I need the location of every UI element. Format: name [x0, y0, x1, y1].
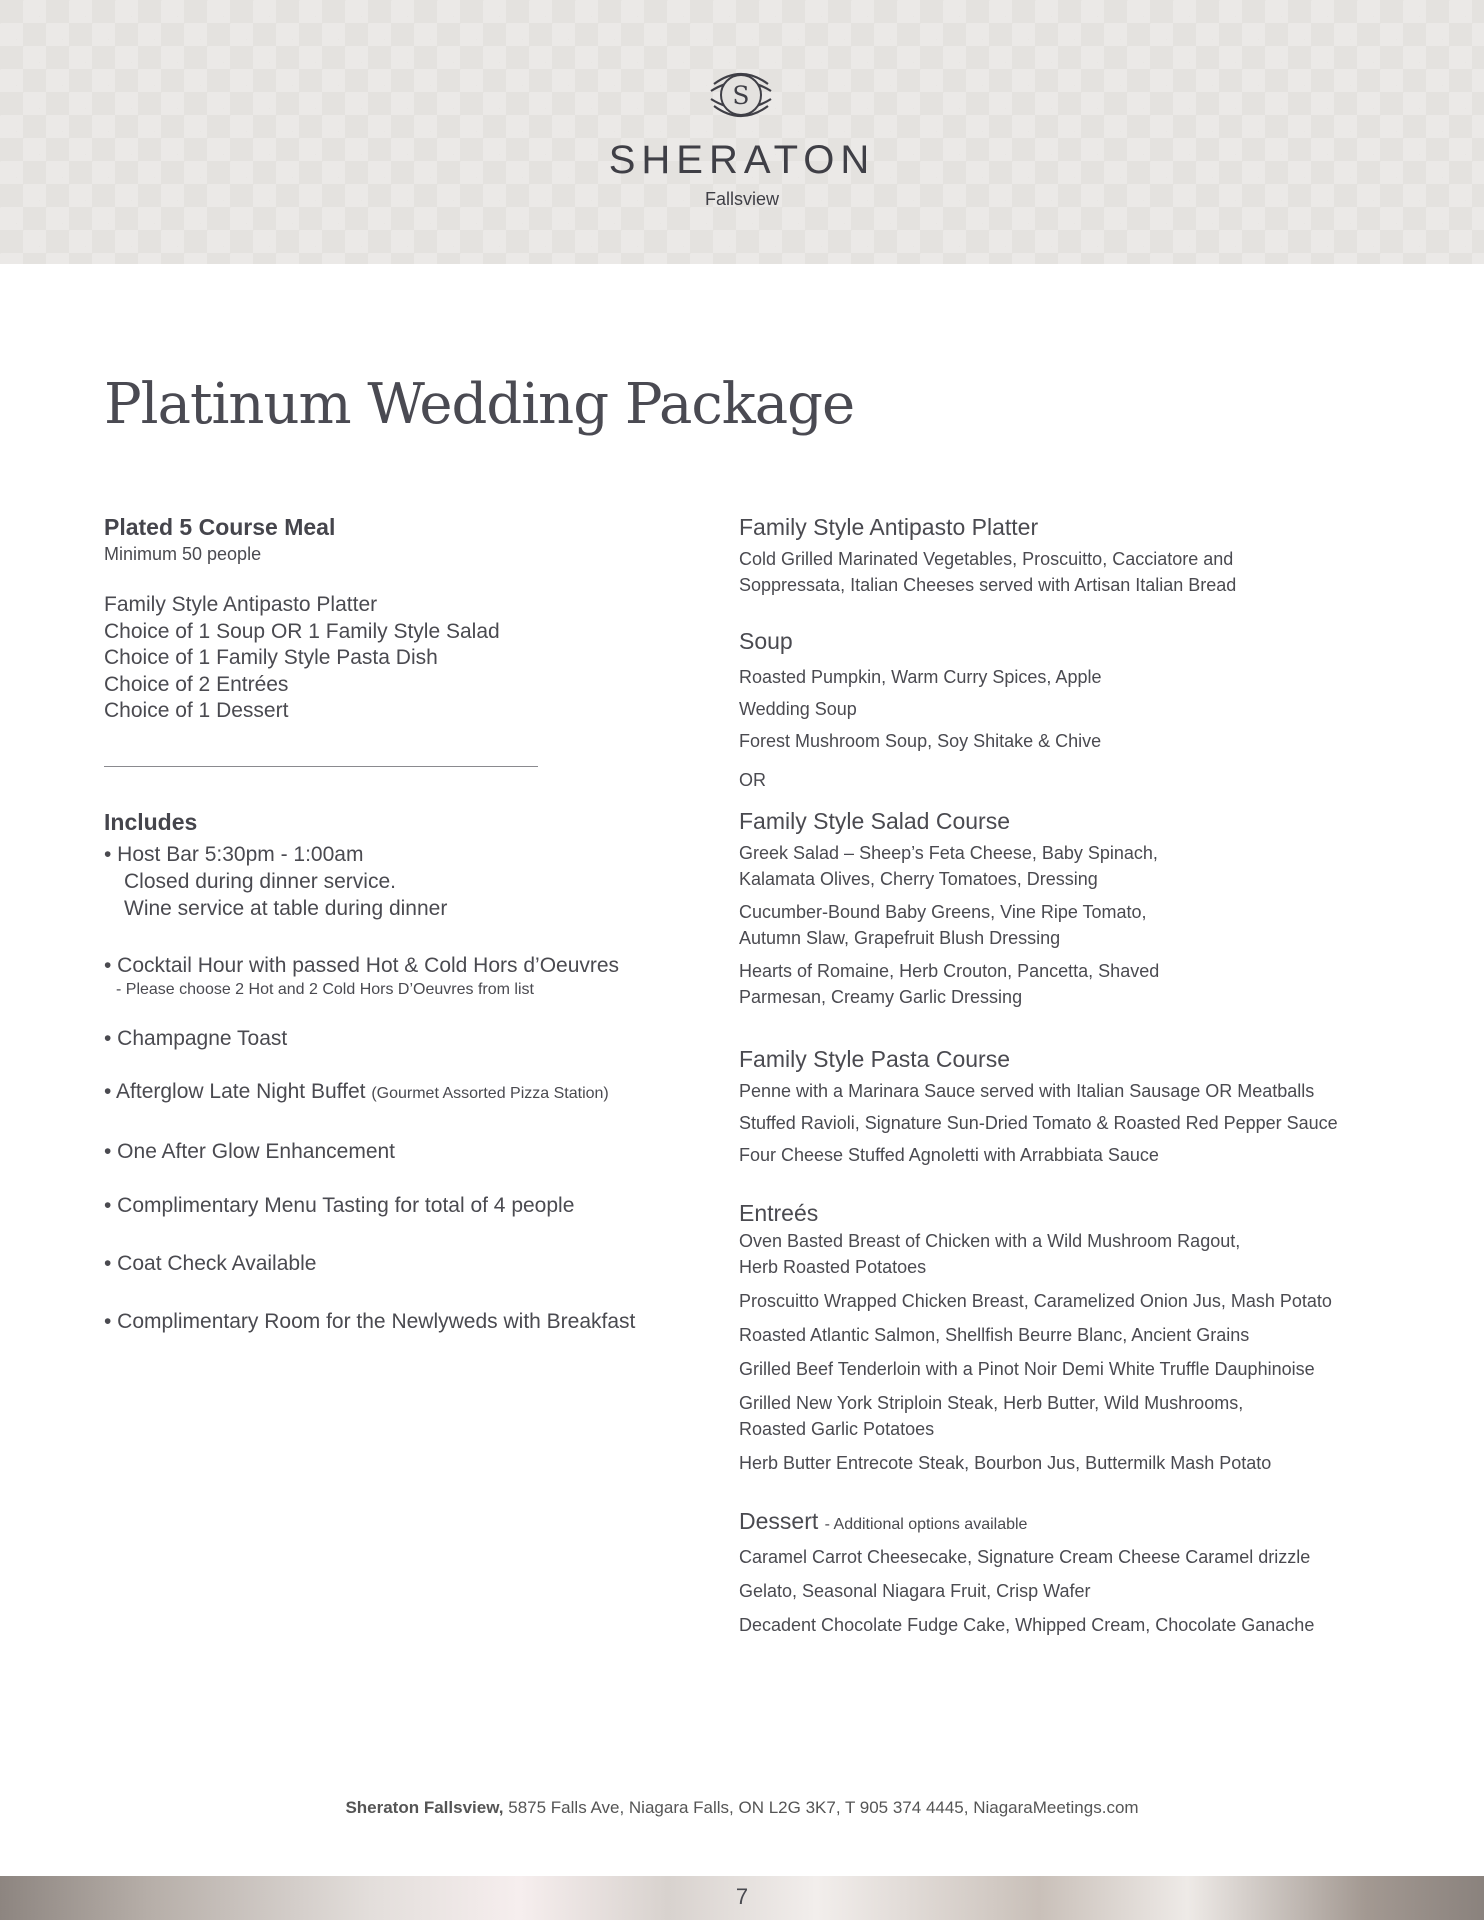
- includes-item-enhancement: [104, 1138, 704, 1165]
- menu-column: [739, 512, 1439, 1638]
- meal-heading: Plated 5 Course Meal: [104, 514, 336, 540]
- includes-item-text: • Host Bar 5:30pm - 1:00am: [104, 842, 364, 866]
- menu-item-line: Cucumber-Bound Baby Greens, Vine Ripe Tomato,: [739, 902, 1147, 922]
- includes-item-text: • One After Glow Enhancement: [104, 1139, 396, 1163]
- menu-item: [739, 899, 1439, 951]
- antipasto-heading: Family Style Antipasto Platter: [739, 514, 1039, 540]
- menu-item: Roasted Atlantic Salmon, Shellfish Beurre Blanc, Ancient Grains: [739, 1325, 1250, 1345]
- package-overview-column: [104, 512, 704, 1335]
- menu-item: Roasted Pumpkin, Warm Curry Spices, Apple: [739, 667, 1102, 687]
- menu-item: [739, 1390, 1439, 1442]
- menu-item: Herb Butter Entrecote Steak, Bourbon Jus, Buttermilk Mash Potato: [739, 1453, 1272, 1473]
- includes-item-champagne: [104, 1025, 704, 1052]
- salad-heading: Family Style Salad Course: [739, 808, 1010, 834]
- menu-item-line: Hearts of Romaine, Herb Crouton, Pancetta, Shaved: [739, 961, 1160, 981]
- overview-item: Choice of 1 Soup OR 1 Family Style Salad: [104, 619, 500, 643]
- overview-item: Family Style Antipasto Platter: [104, 593, 378, 616]
- menu-item: [739, 546, 1439, 598]
- dessert-note: - Additional options available: [824, 1516, 1028, 1533]
- page-number: 7: [735, 1884, 749, 1909]
- menu-item: Proscuitto Wrapped Chicken Breast, Caramelized Onion Jus, Mash Potato: [739, 1291, 1332, 1311]
- or-separator: OR: [739, 770, 766, 790]
- pasta-heading: Family Style Pasta Course: [739, 1046, 1010, 1072]
- includes-item-text: • Complimentary Room for the Newlyweds with Breakfast: [104, 1309, 636, 1333]
- menu-item-line: Kalamata Olives, Cherry Tomatoes, Dressing: [739, 869, 1098, 889]
- menu-item: Four Cheese Stuffed Agnoletti with Arrabbiata Sauce: [739, 1145, 1159, 1165]
- menu-item: [739, 1228, 1439, 1280]
- includes-item-room: [104, 1308, 704, 1335]
- menu-item-line: Cold Grilled Marinated Vegetables, Proscuitto, Cacciatore and: [739, 549, 1234, 569]
- entree-heading: Entreés: [739, 1200, 819, 1226]
- includes-item-afterglow: [104, 1078, 704, 1107]
- includes-heading: Includes: [104, 808, 198, 835]
- footer-address: 5875 Falls Ave, Niagara Falls, ON L2G 3K7, T 905 374 4445, NiagaraMeetings.com: [503, 1798, 1139, 1817]
- menu-item: Forest Mushroom Soup, Soy Shitake & Chive: [739, 731, 1102, 751]
- menu-item-line: Soppressata, Italian Cheeses served with Artisan Italian Bread: [739, 575, 1237, 595]
- overview-item: Choice of 1 Family Style Pasta Dish: [104, 646, 438, 669]
- includes-item-host-bar: [104, 841, 704, 922]
- meal-minimum-note: Minimum 50 people: [104, 544, 262, 564]
- course-overview-list: [104, 592, 704, 725]
- includes-item-text: • Complimentary Menu Tasting for total of 4 people: [104, 1193, 575, 1217]
- menu-item: Gelato, Seasonal Niagara Fruit, Crisp Wafer: [739, 1581, 1091, 1601]
- menu-item: [739, 840, 1439, 892]
- includes-item-text: Wine service at table during dinner: [124, 896, 448, 920]
- includes-item-tasting: [104, 1192, 704, 1219]
- includes-item-text: • Coat Check Available: [104, 1251, 317, 1275]
- header-banner: [0, 0, 1484, 264]
- includes-item-text: • Afterglow Late Night Buffet: [104, 1079, 366, 1103]
- menu-item-line: Herb Roasted Potatoes: [739, 1257, 927, 1277]
- dessert-heading: [739, 1506, 1439, 1540]
- includes-item-cocktail: [104, 952, 704, 1001]
- brand-name: SHERATON: [608, 138, 876, 182]
- menu-item-line: Grilled New York Striploin Steak, Herb Butter, Wild Mushrooms,: [739, 1393, 1244, 1413]
- includes-item-text: • Champagne Toast: [104, 1026, 288, 1050]
- brand-location: Fallsview: [704, 189, 779, 209]
- page-title: Platinum Wedding Package: [104, 372, 855, 437]
- sheraton-s-emblem-icon: [704, 58, 778, 132]
- footer-contact: [0, 1798, 1484, 1818]
- menu-item: Decadent Chocolate Fudge Cake, Whipped Cream, Chocolate Ganache: [739, 1615, 1315, 1635]
- svg-text:S: S: [732, 81, 750, 110]
- includes-item-text: • Cocktail Hour with passed Hot & Cold Hors d’Oeuvres: [104, 953, 620, 977]
- includes-item-coat-check: [104, 1250, 704, 1277]
- menu-item: [739, 958, 1439, 1010]
- includes-item-text: Closed during dinner service.: [124, 869, 396, 893]
- menu-item-line: Greek Salad – Sheep’s Feta Cheese, Baby Spinach,: [739, 843, 1158, 863]
- menu-item-line: Parmesan, Creamy Garlic Dressing: [739, 987, 1023, 1007]
- menu-item: Stuffed Ravioli, Signature Sun-Dried Tomato & Roasted Red Pepper Sauce: [739, 1113, 1338, 1133]
- menu-item: Grilled Beef Tenderloin with a Pinot Noir Demi White Truffle Dauphinoise: [739, 1359, 1315, 1379]
- menu-item: Wedding Soup: [739, 699, 857, 719]
- section-divider: [104, 766, 538, 767]
- includes-item-note: - Please choose 2 Hot and 2 Cold Hors D’Oeuvres from list: [116, 980, 534, 998]
- menu-item: Caramel Carrot Cheesecake, Signature Cream Cheese Caramel drizzle: [739, 1547, 1311, 1567]
- menu-item-line: Oven Basted Breast of Chicken with a Wild Mushroom Ragout,: [739, 1231, 1241, 1251]
- menu-item-line: Roasted Garlic Potatoes: [739, 1419, 935, 1439]
- menu-item: Penne with a Marinara Sauce served with Italian Sausage OR Meatballs: [739, 1081, 1315, 1101]
- overview-item: Choice of 1 Dessert: [104, 699, 289, 722]
- includes-item-note: (Gourmet Assorted Pizza Station): [371, 1084, 609, 1102]
- menu-item-line: Autumn Slaw, Grapefruit Blush Dressing: [739, 928, 1061, 948]
- overview-item: Choice of 2 Entrées: [104, 672, 289, 696]
- footer-hotel-name: Sheraton Fallsview,: [345, 1798, 504, 1817]
- soup-heading: Soup: [739, 628, 793, 654]
- dessert-heading-text: Dessert: [739, 1508, 819, 1534]
